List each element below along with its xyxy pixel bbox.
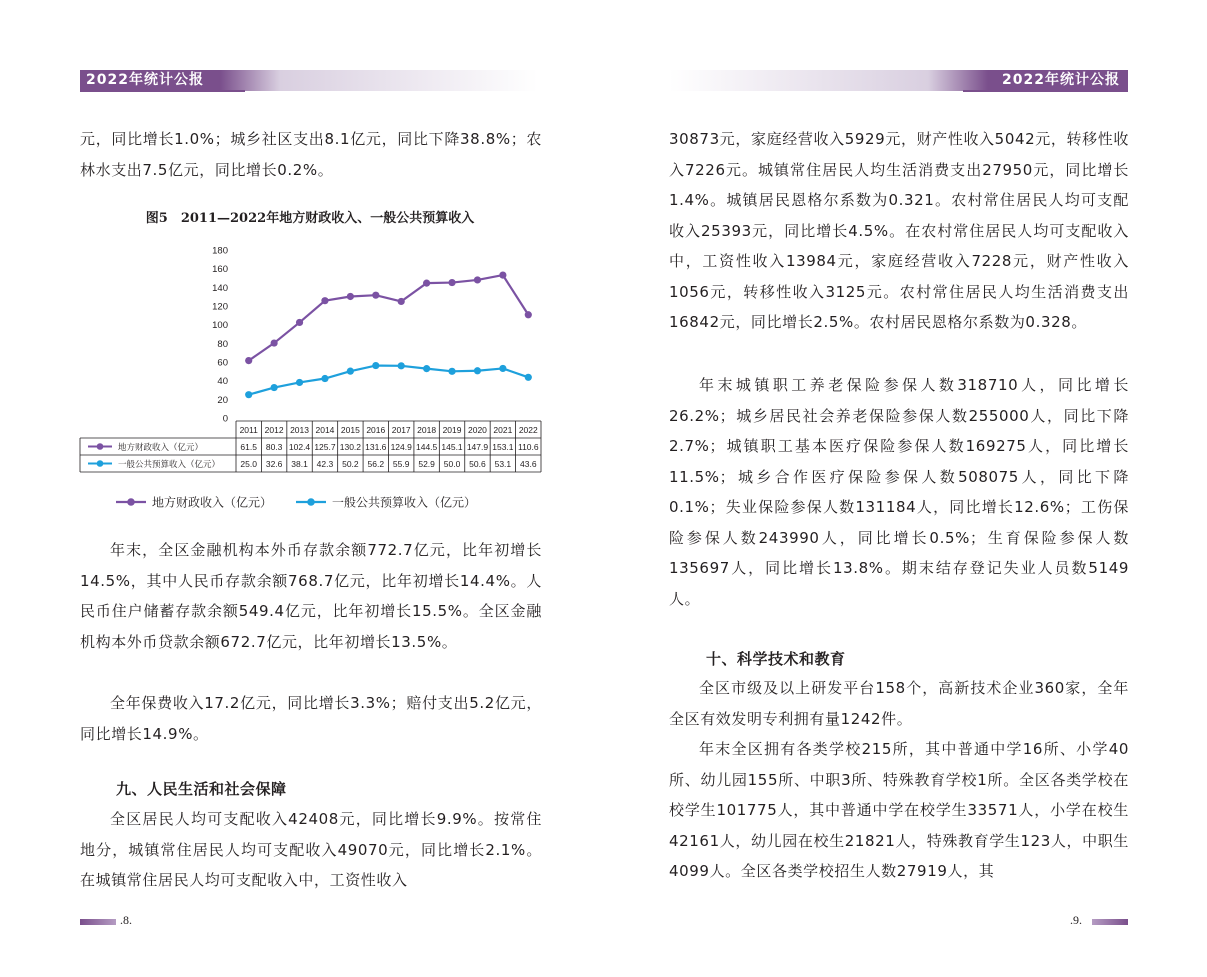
data-value-label: 52.9 (418, 459, 435, 469)
data-point (245, 357, 252, 364)
data-value-label: 43.6 (520, 459, 537, 469)
y-tick-label: 160 (212, 264, 228, 276)
figure-title: 图5 2011—2022年地方财政收入、一般公共预算收入 (145, 211, 475, 226)
right-paragraph-2: 年末城镇职工养老保险参保人数318710人，同比增长26.2%；城乡居民社会养老保险参保人数255000人，同比下降2.7%；城镇职工基本医疗保险参保人数169275人，同比增长11.5%；城乡合作医疗保险参保人数508075人，同比下降0.1%；失业保险参保人数131184人，同比增长12.6%；工伤保险参保人数243990人，同比增长0.5%；生育保险参保人数135697人，同比增长13.8%。期末结存登记失业人员数5149人。 (669, 376, 1129, 608)
legend-label: 地方财政收入（亿元） (152, 495, 273, 510)
table-series-name: 一般公共预算收入（亿元） (118, 459, 221, 469)
data-point (499, 365, 506, 372)
right-paragraph-3: 全区市级及以上研发平台158个，高新技术企业360家，全年全区有效发明专利拥有量1242件。 (669, 679, 1129, 728)
data-point (423, 365, 430, 372)
table-legend-marker (97, 443, 104, 450)
legend-marker (307, 498, 315, 506)
data-value-label: 125.7 (314, 442, 336, 452)
data-point (448, 279, 455, 286)
left-paragraph-3: 全年保费收入17.2亿元，同比增长3.3%；赔付支出5.2亿元，同比增长14.9%。 (80, 694, 542, 743)
data-value-label: 42.3 (316, 459, 334, 469)
data-value-label: 55.9 (392, 459, 410, 469)
left-paragraph-1: 元，同比增长1.0%；城乡社区支出8.1亿元，同比下降38.8%；农林水支出7.5亿元，同比增长0.2%。 (80, 130, 542, 179)
section-heading-10: 十、科学技术和教育 (706, 650, 846, 668)
right-header-title: 2022年统计公报 (1002, 72, 1120, 88)
y-tick-label: 140 (212, 282, 228, 294)
x-tick-label: 2022 (518, 425, 538, 435)
data-value-label: 80.3 (265, 442, 283, 452)
data-point (271, 384, 278, 391)
x-tick-label: 2019 (442, 425, 462, 435)
data-value-label: 145.1 (441, 442, 463, 452)
data-value-label: 130.2 (339, 442, 362, 452)
series-line-2 (249, 366, 529, 395)
series-line-1 (249, 275, 529, 360)
data-point (499, 272, 506, 279)
right-page-number: .9. (1070, 913, 1082, 927)
x-tick-label: 2012 (264, 425, 284, 435)
data-value-label: 56.2 (367, 459, 385, 469)
x-tick-label: 2018 (417, 425, 437, 435)
y-tick-label: 20 (217, 394, 228, 406)
x-tick-label: 2021 (493, 425, 513, 435)
section-heading-9: 九、人民生活和社会保障 (116, 780, 287, 798)
data-value-label: 50.0 (443, 459, 461, 469)
data-point (398, 362, 405, 369)
y-tick-label: 180 (212, 245, 228, 257)
data-value-label: 147.9 (466, 442, 489, 452)
data-point (398, 298, 405, 305)
data-value-label: 153.1 (492, 442, 514, 452)
x-tick-label: 2011 (239, 425, 258, 435)
left-header-underline (80, 90, 245, 92)
data-value-label: 50.6 (469, 459, 486, 469)
data-point (525, 311, 532, 318)
table-legend-marker (97, 460, 104, 467)
data-point (525, 374, 532, 381)
left-footer-bar (80, 919, 116, 925)
data-value-label: 131.6 (365, 442, 387, 452)
data-point (321, 297, 328, 304)
data-value-label: 38.1 (291, 459, 308, 469)
legend-marker (127, 498, 135, 506)
x-tick-label: 2020 (467, 425, 487, 435)
data-value-label: 61.5 (240, 442, 257, 452)
data-point (474, 367, 481, 374)
data-value-label: 124.9 (390, 442, 412, 452)
data-value-label: 25.0 (240, 459, 257, 469)
data-point (347, 368, 354, 375)
data-point (296, 379, 303, 386)
data-point (474, 276, 481, 283)
x-tick-label: 2015 (340, 425, 360, 435)
right-header-bar (669, 70, 1128, 91)
data-point (245, 391, 252, 398)
right-paragraph-1: 30873元，家庭经营收入5929元，财产性收入5042元，转移性收入7226元。城镇常住居民人均生活消费支出27950元，同比增长1.4%。城镇居民恩格尔系数为0.321。农村常住居民人均可支配收入25393元，同比增长4.5%。在农村常住居民人均可支配收入中，工资性收入13984元，家庭经营收入7228元，财产性收入1056元，转移性收入3125元。农村常住居民人均生活消费支出16842元，同比增长2.5%。农村居民恩格尔系数为0.328。 (669, 130, 1129, 331)
x-tick-label: 2014 (315, 425, 335, 435)
table-series-name: 地方财政收入（亿元） (118, 442, 204, 452)
x-tick-label: 2017 (391, 425, 411, 435)
y-tick-label: 40 (217, 376, 228, 388)
x-tick-label: 2013 (290, 425, 310, 435)
data-point (372, 292, 379, 299)
data-point (372, 362, 379, 369)
data-point (321, 375, 328, 382)
left-header-bar (80, 70, 538, 91)
right-paragraph-4: 年末全区拥有各类学校215所，其中普通中学16所、小学40所、幼儿园155所、中职3所、特殊教育学校1所。全区各类学校在校学生101775人，其中普通中学在校学生33571人，小学在校生42161人，幼儿园在校生21821人，特殊教育学生123人，中职生4099人。全区各类学校招生人数27919人，其 (669, 740, 1129, 880)
data-point (448, 368, 455, 375)
y-tick-label: 100 (212, 320, 228, 332)
data-value-label: 53.1 (494, 459, 512, 469)
data-value-label: 110.6 (517, 442, 539, 452)
data-value-label: 102.4 (288, 442, 311, 452)
left-paragraph-4: 全区居民人均可支配收入42408元，同比增长9.9%。按常住地分，城镇常住居民人均可支配收入49070元，同比增长2.1%。在城镇常住居民人均可支配收入中，工资性收入 (80, 810, 542, 889)
right-header-underline (963, 90, 1128, 92)
y-tick-label: 60 (217, 357, 228, 369)
y-tick-label: 120 (212, 301, 228, 313)
y-tick-label: 80 (217, 338, 228, 350)
data-value-label: 50.2 (342, 459, 359, 469)
data-point (296, 319, 303, 326)
chart (78, 240, 544, 515)
data-point (423, 280, 430, 287)
data-value-label: 144.5 (415, 442, 438, 452)
left-paragraph-2: 年末，全区金融机构本外币存款余额772.7亿元，比年初增长14.5%，其中人民币存款余额768.7亿元，比年初增长14.4%。人民币住户储蓄存款余额549.4亿元，比年初增长15.5%。全区金融机构本外币贷款余额672.7亿元，比年初增长13.5%。 (80, 541, 542, 651)
y-tick-label: 0 (222, 413, 228, 425)
legend-label: 一般公共预算收入（亿元） (332, 495, 477, 510)
left-page-number: .8. (120, 913, 132, 927)
data-value-label: 32.6 (265, 459, 283, 469)
data-point (347, 293, 354, 300)
x-tick-label: 2016 (366, 425, 386, 435)
left-header-title: 2022年统计公报 (86, 72, 204, 88)
right-footer-bar (1092, 919, 1128, 925)
data-point (271, 339, 278, 346)
